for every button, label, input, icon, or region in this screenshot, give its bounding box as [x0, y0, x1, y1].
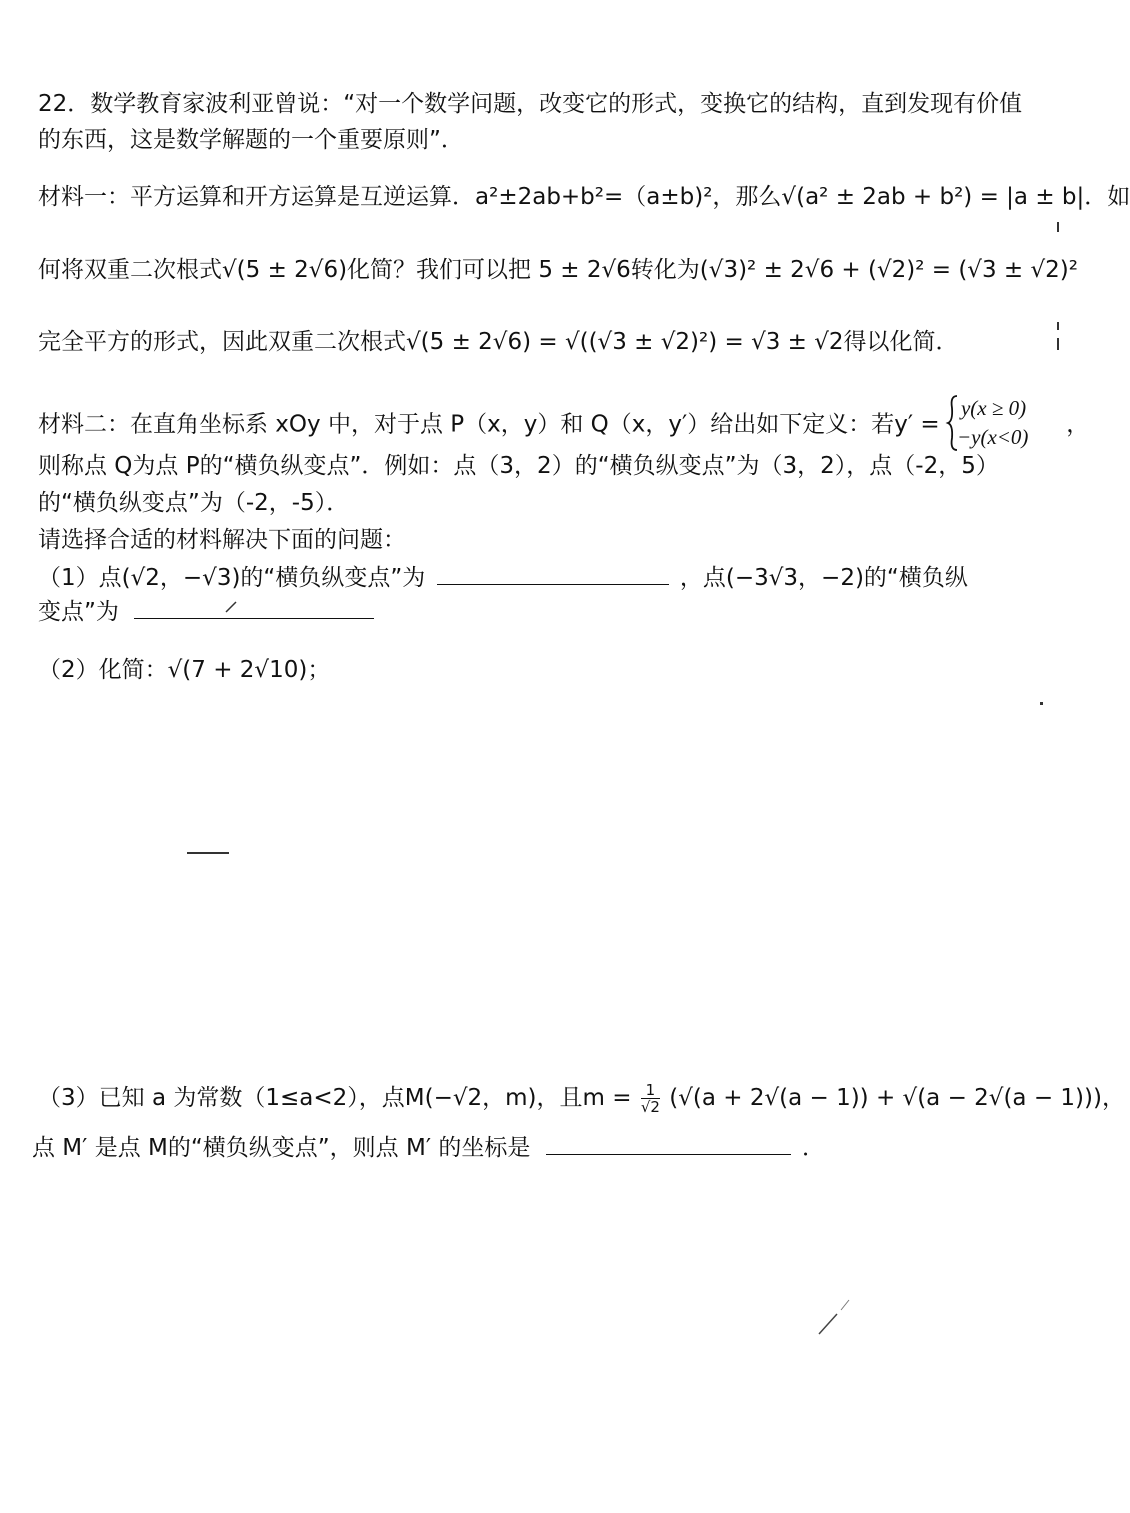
question-1-line-2 — [38, 596, 374, 628]
choose-instruction: 请选择合适的材料解决下面的问题： — [38, 527, 406, 553]
question-3-part-a: （3）已知 a 为常数（1≤a<2），点M(−√2，m)，且m = — [38, 1085, 639, 1111]
scan-edge-mark — [1040, 702, 1043, 705]
question-1-line-1 — [38, 562, 968, 594]
intro-line-2: 的东西，这是数学解题的一个重要原则”． — [38, 127, 464, 153]
scan-edge-mark — [1057, 338, 1059, 350]
piecewise-definition — [947, 394, 1059, 452]
fraction-one-over-root-two — [641, 1082, 660, 1115]
material-two-line-3: 的“横负纵变点”为（-2，-5）． — [38, 490, 350, 516]
intro-line-1: 22．数学教育家波利亚曾说：“对一个数学问题，改变它的形式，变换它的结构，直到发现有价值 — [38, 91, 1023, 117]
stray-slash-mark-small — [224, 600, 238, 614]
question-1-part-c: 变点”为 — [38, 599, 119, 625]
question-3-end: ． — [802, 1135, 825, 1161]
material-two-line-1 — [38, 396, 1089, 454]
fraction-numerator: 1 — [641, 1082, 660, 1099]
stray-pen-mark — [187, 852, 229, 854]
material-one-line-2: 何将双重二次根式√(5 ± 2√6)化简？我们可以把 5 ± 2√6转化为(√3)² ± 2√6 + (√2)² = (√3 ± √2)² — [38, 257, 1078, 283]
question-3-line-2 — [32, 1132, 825, 1164]
answer-blank-1[interactable] — [437, 566, 669, 585]
answer-blank-2[interactable] — [134, 600, 374, 619]
question-1-part-b: ，点(−3√3，−2)的“横负纵 — [679, 565, 968, 591]
answer-blank-3[interactable] — [546, 1136, 791, 1155]
scan-edge-mark — [1057, 322, 1059, 330]
question-2: （2）化简：√(7 + 2√10)； — [38, 657, 331, 683]
material-two-definition: 材料二：在直角坐标系 xOy 中，对于点 P（x，y）和 Q（x，y′）给出如下定义：若y′ = — [38, 411, 940, 438]
material-one-line-3: 完全平方的形式，因此双重二次根式√(5 ± 2√6) = √((√3 ± √2)²) = √3 ± √2得以化简． — [38, 329, 959, 355]
fraction-denominator: √2 — [640, 1098, 660, 1116]
material-two-line-2: 则称点 Q为点 P的“横负纵变点”．例如：点（3，2）的“横负纵变点”为（3，2），点（-2，5） — [38, 453, 999, 479]
material-one-line-1: 材料一：平方运算和开方运算是互逆运算．a²±2ab+b²=（a±b)²，那么√(a² ± 2ab + b²) = |a ± b|．如 — [38, 184, 1130, 210]
material-two-comma: ， — [1066, 411, 1090, 438]
question-3-line-1 — [38, 1082, 1125, 1115]
stray-slash-mark — [815, 1298, 855, 1338]
piecewise-case-2: −y(x<0) — [956, 425, 1029, 449]
piecewise-case-1: y(x ≥ 0) — [960, 396, 1027, 420]
question-1-part-a: （1）点(√2，−√3)的“横负纵变点”为 — [38, 565, 426, 591]
scan-edge-mark — [1057, 222, 1059, 232]
question-3-part-c: 点 M′ 是点 M的“横负纵变点”，则点 M′ 的坐标是 — [32, 1135, 531, 1161]
question-3-part-b: (√(a + 2√(a − 1)) + √(a − 2√(a − 1)))， — [669, 1085, 1125, 1111]
